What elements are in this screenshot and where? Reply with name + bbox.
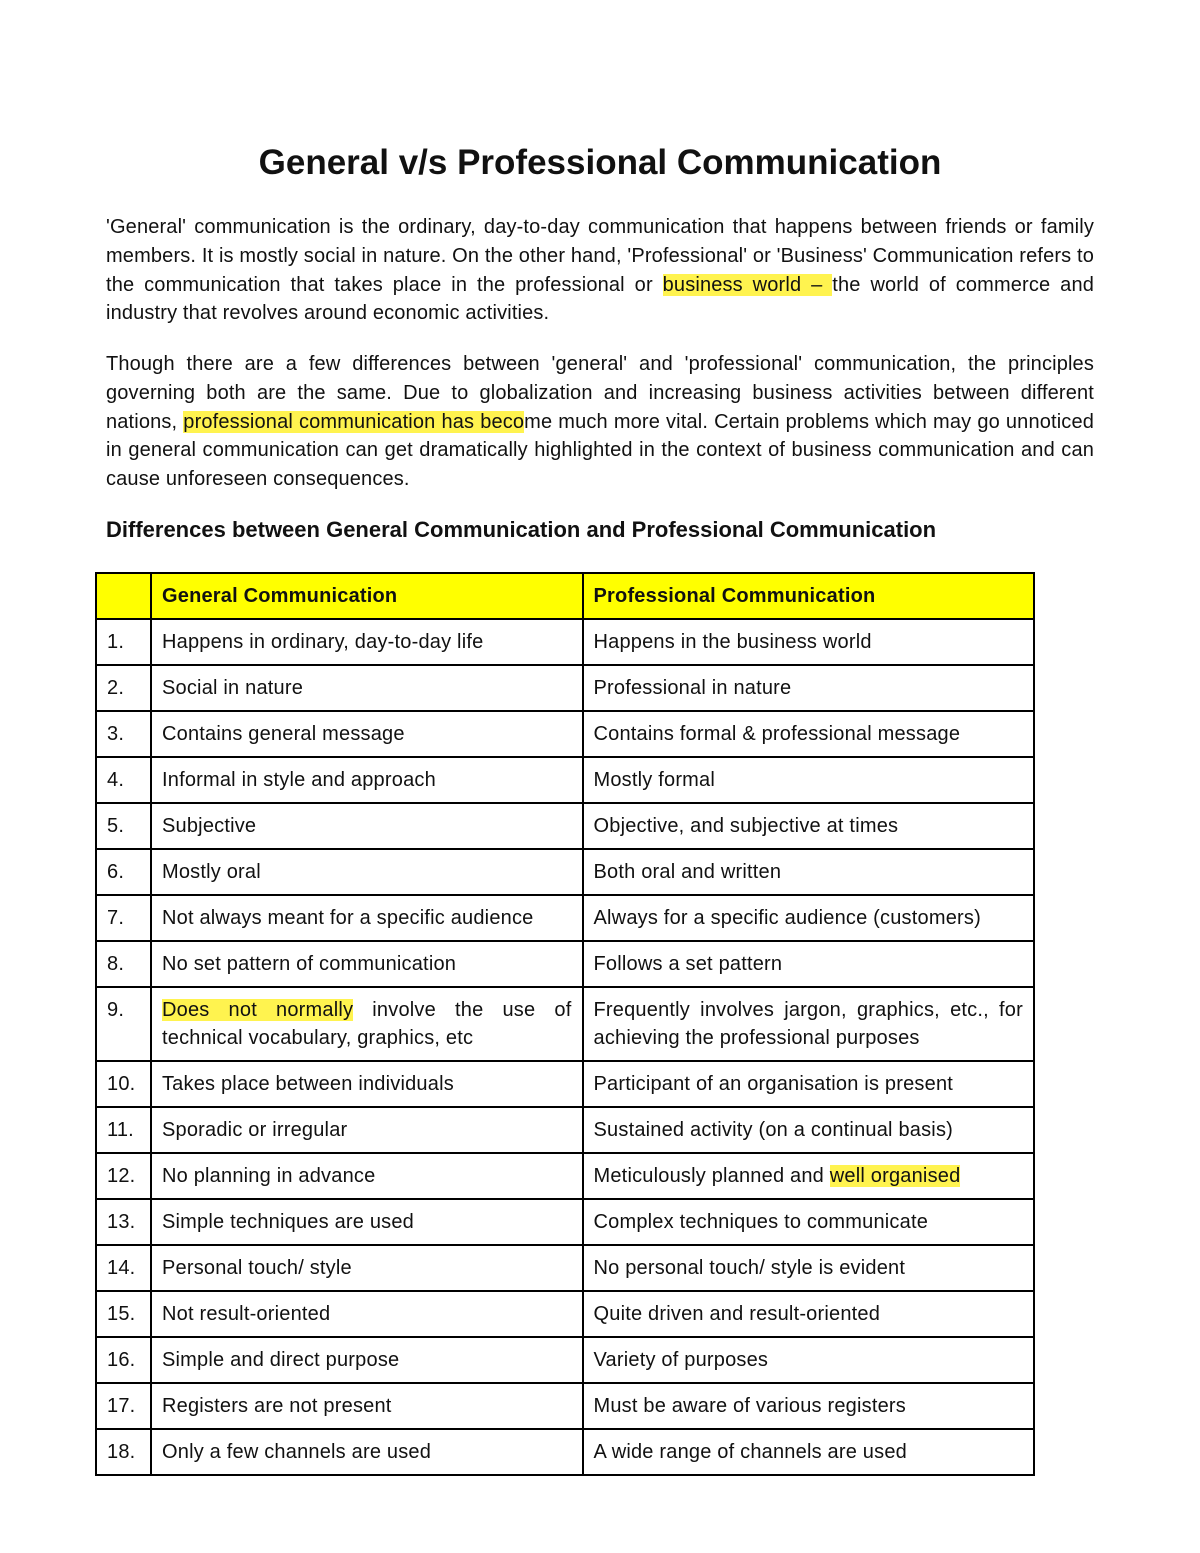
general-cell [151, 1199, 583, 1245]
professional-cell [583, 1199, 1035, 1245]
text-segment: Must be aware of various registers [593, 1395, 906, 1417]
text-segment: Quite driven and result-oriented [593, 1303, 881, 1325]
table-row [96, 1153, 1034, 1199]
text-segment: No set pattern of communication [161, 953, 457, 975]
section-heading: Differences between General Communication and Professional Communication [106, 517, 937, 542]
general-cell [151, 711, 583, 757]
professional-cell [583, 665, 1035, 711]
row-number: 5. [96, 803, 151, 849]
professional-cell [583, 987, 1035, 1061]
text-segment: Simple and direct purpose [161, 1349, 400, 1371]
professional-cell [583, 1291, 1035, 1337]
professional-cell [583, 619, 1035, 665]
text-segment: Simple techniques are used [161, 1211, 415, 1233]
professional-cell [583, 895, 1035, 941]
professional-cell [583, 1245, 1035, 1291]
text-segment: No personal touch/ style is evident [593, 1257, 906, 1279]
table-row [96, 849, 1034, 895]
text-segment: Both oral and written [593, 861, 782, 883]
text-segment: 'General' communication is the ordinary, day-to-day communication that happens between friends or family members. It is mostly social in nature. On the other hand, 'Professional' or 'Business' Communication refers to the communication that takes place in the professional or [106, 216, 1094, 296]
text-segment: Contains general message [161, 723, 405, 745]
general-cell [151, 803, 583, 849]
professional-cell [583, 803, 1035, 849]
text-segment: Mostly oral [161, 861, 261, 883]
table-row [96, 1429, 1034, 1475]
header-number [96, 573, 151, 619]
row-number: 18. [96, 1429, 151, 1475]
text-segment: Follows a set pattern [593, 953, 783, 975]
highlighted-text: business world – [662, 273, 833, 296]
highlighted-text: professional communication has beco [183, 410, 525, 433]
table-row [96, 711, 1034, 757]
row-number: 14. [96, 1245, 151, 1291]
table-row [96, 1337, 1034, 1383]
text-segment: Personal touch/ style [161, 1257, 352, 1279]
text-segment: Contains formal & professional message [593, 723, 961, 745]
text-segment: Always for a specific audience (customers) [593, 907, 981, 929]
general-cell [151, 941, 583, 987]
general-cell [151, 987, 583, 1061]
highlighted-text: Does not normally [161, 999, 354, 1021]
text-segment: Professional in nature [593, 677, 792, 699]
text-segment: Happens in ordinary, day-to-day life [161, 631, 484, 653]
general-cell [151, 1337, 583, 1383]
table-header-row [96, 573, 1034, 619]
text-segment: Meticulously planned and [593, 1165, 830, 1187]
header-professional: Professional Communication [583, 573, 1035, 619]
text-segment: Though there are a few differences between 'general' and 'professional' communication, the principles governing both are the same. Due to globalization and increasing business activities between different nations, [106, 353, 1094, 433]
professional-cell [583, 1383, 1035, 1429]
text-segment: Not result-oriented [161, 1303, 331, 1325]
general-cell [151, 665, 583, 711]
row-number: 13. [96, 1199, 151, 1245]
table-row [96, 1107, 1034, 1153]
general-cell [151, 757, 583, 803]
table-row [96, 1291, 1034, 1337]
row-number: 2. [96, 665, 151, 711]
general-cell [151, 1245, 583, 1291]
text-segment: Objective, and subjective at times [593, 815, 899, 837]
row-number: 15. [96, 1291, 151, 1337]
text-segment: Subjective [161, 815, 257, 837]
professional-cell [583, 849, 1035, 895]
row-number: 12. [96, 1153, 151, 1199]
row-number: 9. [96, 987, 151, 1061]
text-segment: Not always meant for a specific audience [161, 907, 534, 929]
text-segment: No planning in advance [161, 1165, 376, 1187]
table-row [96, 895, 1034, 941]
intro-paragraph [106, 213, 1094, 328]
table-row [96, 757, 1034, 803]
table-row [96, 803, 1034, 849]
highlighted-text: well organised [829, 1165, 961, 1187]
text-segment: Participant of an organisation is present [593, 1073, 954, 1095]
text-segment: Happens in the business world [593, 631, 872, 653]
row-number: 16. [96, 1337, 151, 1383]
page-title: General v/s Professional Communication [258, 143, 942, 182]
table-row [96, 619, 1034, 665]
table-row [96, 1245, 1034, 1291]
professional-cell [583, 1153, 1035, 1199]
table-row [96, 1383, 1034, 1429]
text-segment: the world of commerce and industry that revolves around economic activities. [106, 273, 1095, 325]
row-number: 8. [96, 941, 151, 987]
text-segment: Variety of purposes [593, 1349, 769, 1371]
general-cell [151, 1429, 583, 1475]
differences-paragraph [106, 350, 1094, 494]
text-segment: Sustained activity (on a continual basis) [593, 1119, 953, 1141]
text-segment: Social in nature [161, 677, 304, 699]
text-segment: Mostly formal [593, 769, 716, 791]
professional-cell [583, 711, 1035, 757]
general-cell [151, 1153, 583, 1199]
text-segment: me much more vital. Certain problems which may go unnoticed in general communication can get dramatically highlighted in the context of business communication and can cause unforeseen consequences. [106, 410, 1094, 491]
professional-cell [583, 1429, 1035, 1475]
general-cell [151, 895, 583, 941]
text-segment: Sporadic or irregular [161, 1119, 348, 1141]
professional-cell [583, 1107, 1035, 1153]
text-segment: Only a few channels are used [161, 1441, 432, 1463]
row-number: 4. [96, 757, 151, 803]
general-cell [151, 1061, 583, 1107]
general-cell [151, 1383, 583, 1429]
professional-cell [583, 1337, 1035, 1383]
professional-cell [583, 757, 1035, 803]
row-number: 7. [96, 895, 151, 941]
row-number: 17. [96, 1383, 151, 1429]
table-row [96, 1061, 1034, 1107]
text-segment: Informal in style and approach [161, 769, 436, 791]
row-number: 3. [96, 711, 151, 757]
text-segment: Complex techniques to communicate [593, 1211, 929, 1233]
text-segment: Takes place between individuals [161, 1073, 454, 1095]
professional-cell [583, 1061, 1035, 1107]
table-row [96, 1199, 1034, 1245]
text-segment: Registers are not present [161, 1395, 392, 1417]
header-general: General Communication [151, 573, 583, 619]
text-segment: involve the use of technical vocabulary, graphics, etc [161, 999, 572, 1049]
general-cell [151, 1107, 583, 1153]
general-cell [151, 1291, 583, 1337]
row-number: 1. [96, 619, 151, 665]
row-number: 11. [96, 1107, 151, 1153]
row-number: 10. [96, 1061, 151, 1107]
professional-cell [583, 941, 1035, 987]
comparison-table [95, 572, 1035, 1476]
row-number: 6. [96, 849, 151, 895]
general-cell [151, 849, 583, 895]
table-row [96, 941, 1034, 987]
table-row [96, 665, 1034, 711]
general-cell [151, 619, 583, 665]
text-segment: A wide range of channels are used [593, 1441, 907, 1463]
table-row [96, 987, 1034, 1061]
text-segment: Frequently involves jargon, graphics, etc., for achieving the professional purposes [593, 999, 1023, 1049]
